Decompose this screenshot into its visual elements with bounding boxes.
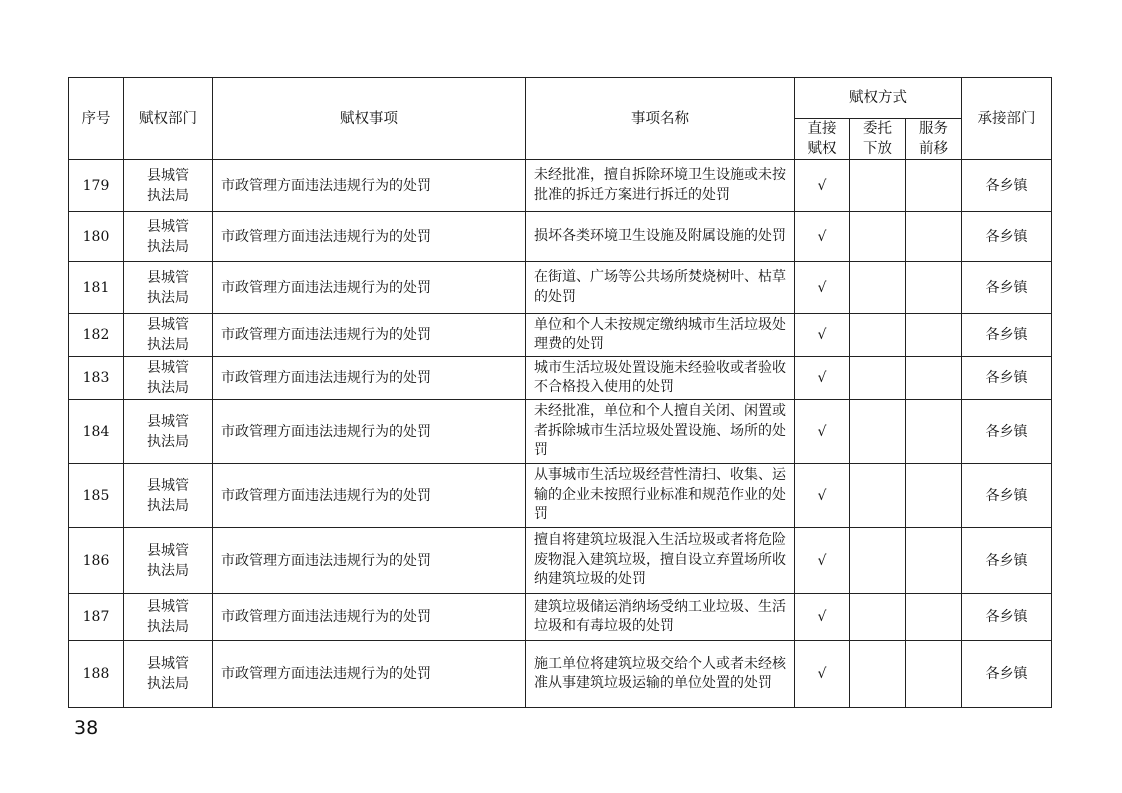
cell-item-name: 从事城市生活垃圾经营性清扫、收集、运输的企业未按照行业标准和规范作业的处罚 — [526, 464, 795, 528]
table-row — [69, 400, 1052, 464]
cell-no: 184 — [69, 400, 124, 464]
cell-forward — [906, 464, 962, 528]
cell-entrust — [850, 641, 906, 708]
cell-receiver: 各乡镇 — [962, 400, 1052, 464]
cell-no: 182 — [69, 314, 124, 357]
cell-forward — [906, 212, 962, 262]
table-body — [69, 160, 1052, 708]
cell-matter: 市政管理方面违法违规行为的处罚 — [213, 464, 526, 528]
cell-entrust — [850, 314, 906, 357]
cell-matter: 市政管理方面违法违规行为的处罚 — [213, 212, 526, 262]
cell-dept: 县城管执法局 — [124, 262, 213, 314]
cell-entrust — [850, 528, 906, 594]
cell-no: 185 — [69, 464, 124, 528]
cell-forward — [906, 314, 962, 357]
authorization-table — [68, 77, 1052, 708]
header-forward: 服务前移 — [906, 119, 962, 160]
cell-forward — [906, 160, 962, 212]
table-row — [69, 357, 1052, 400]
cell-no: 181 — [69, 262, 124, 314]
cell-matter: 市政管理方面违法违规行为的处罚 — [213, 262, 526, 314]
cell-no: 187 — [69, 594, 124, 641]
cell-item-name: 建筑垃圾储运消纳场受纳工业垃圾、生活垃圾和有毒垃圾的处罚 — [526, 594, 795, 641]
cell-entrust — [850, 400, 906, 464]
cell-receiver: 各乡镇 — [962, 212, 1052, 262]
cell-receiver: 各乡镇 — [962, 160, 1052, 212]
cell-direct: √ — [795, 357, 850, 400]
table-row — [69, 314, 1052, 357]
cell-direct: √ — [795, 314, 850, 357]
page-number: 38 — [74, 717, 99, 739]
cell-direct: √ — [795, 262, 850, 314]
header-entrust: 委托下放 — [850, 119, 906, 160]
header-receiver: 承接部门 — [962, 78, 1052, 160]
table-row — [69, 464, 1052, 528]
cell-no: 186 — [69, 528, 124, 594]
cell-direct: √ — [795, 400, 850, 464]
header-direct: 直接赋权 — [795, 119, 850, 160]
cell-forward — [906, 262, 962, 314]
cell-receiver: 各乡镇 — [962, 357, 1052, 400]
table-row — [69, 641, 1052, 708]
cell-entrust — [850, 262, 906, 314]
cell-dept: 县城管执法局 — [124, 357, 213, 400]
cell-direct: √ — [795, 528, 850, 594]
cell-dept: 县城管执法局 — [124, 400, 213, 464]
cell-dept: 县城管执法局 — [124, 641, 213, 708]
cell-forward — [906, 357, 962, 400]
cell-direct: √ — [795, 594, 850, 641]
cell-dept: 县城管执法局 — [124, 464, 213, 528]
header-seq: 序号 — [69, 78, 124, 160]
cell-no: 188 — [69, 641, 124, 708]
cell-item-name: 擅自将建筑垃圾混入生活垃圾或者将危险废物混入建筑垃圾，擅自设立弃置场所收纳建筑垃圾的处罚 — [526, 528, 795, 594]
cell-no: 179 — [69, 160, 124, 212]
cell-receiver: 各乡镇 — [962, 314, 1052, 357]
cell-direct: √ — [795, 464, 850, 528]
cell-entrust — [850, 594, 906, 641]
cell-matter: 市政管理方面违法违规行为的处罚 — [213, 400, 526, 464]
cell-forward — [906, 400, 962, 464]
table-row — [69, 262, 1052, 314]
cell-entrust — [850, 357, 906, 400]
cell-dept: 县城管执法局 — [124, 314, 213, 357]
cell-item-name: 未经批准，擅自拆除环境卫生设施或未按批准的拆迁方案进行拆迁的处罚 — [526, 160, 795, 212]
table-row — [69, 528, 1052, 594]
cell-dept: 县城管执法局 — [124, 528, 213, 594]
cell-dept: 县城管执法局 — [124, 594, 213, 641]
cell-forward — [906, 528, 962, 594]
cell-direct: √ — [795, 212, 850, 262]
table-row — [69, 212, 1052, 262]
cell-receiver: 各乡镇 — [962, 594, 1052, 641]
header-item-name: 事项名称 — [526, 78, 795, 160]
cell-receiver: 各乡镇 — [962, 262, 1052, 314]
cell-item-name: 损坏各类环境卫生设施及附属设施的处罚 — [526, 212, 795, 262]
cell-direct: √ — [795, 160, 850, 212]
table-row — [69, 594, 1052, 641]
table-row — [69, 160, 1052, 212]
cell-no: 180 — [69, 212, 124, 262]
cell-receiver: 各乡镇 — [962, 641, 1052, 708]
cell-receiver: 各乡镇 — [962, 528, 1052, 594]
cell-dept: 县城管执法局 — [124, 212, 213, 262]
cell-entrust — [850, 212, 906, 262]
header-dept: 赋权部门 — [124, 78, 213, 160]
cell-no: 183 — [69, 357, 124, 400]
cell-forward — [906, 641, 962, 708]
cell-entrust — [850, 160, 906, 212]
cell-matter: 市政管理方面违法违规行为的处罚 — [213, 314, 526, 357]
cell-dept: 县城管执法局 — [124, 160, 213, 212]
cell-item-name: 施工单位将建筑垃圾交给个人或者未经核准从事建筑垃圾运输的单位处置的处罚 — [526, 641, 795, 708]
cell-matter: 市政管理方面违法违规行为的处罚 — [213, 528, 526, 594]
cell-matter: 市政管理方面违法违规行为的处罚 — [213, 160, 526, 212]
cell-entrust — [850, 464, 906, 528]
cell-forward — [906, 594, 962, 641]
header-matter: 赋权事项 — [213, 78, 526, 160]
cell-item-name: 单位和个人未按规定缴纳城市生活垃圾处理费的处罚 — [526, 314, 795, 357]
cell-matter: 市政管理方面违法违规行为的处罚 — [213, 594, 526, 641]
cell-item-name: 未经批准，单位和个人擅自关闭、闲置或者拆除城市生活垃圾处置设施、场所的处罚 — [526, 400, 795, 464]
cell-matter: 市政管理方面违法违规行为的处罚 — [213, 357, 526, 400]
header-mode: 赋权方式 — [795, 78, 962, 119]
cell-item-name: 城市生活垃圾处置设施未经验收或者验收不合格投入使用的处罚 — [526, 357, 795, 400]
cell-item-name: 在街道、广场等公共场所焚烧树叶、枯草的处罚 — [526, 262, 795, 314]
cell-matter: 市政管理方面违法违规行为的处罚 — [213, 641, 526, 708]
cell-receiver: 各乡镇 — [962, 464, 1052, 528]
cell-direct: √ — [795, 641, 850, 708]
